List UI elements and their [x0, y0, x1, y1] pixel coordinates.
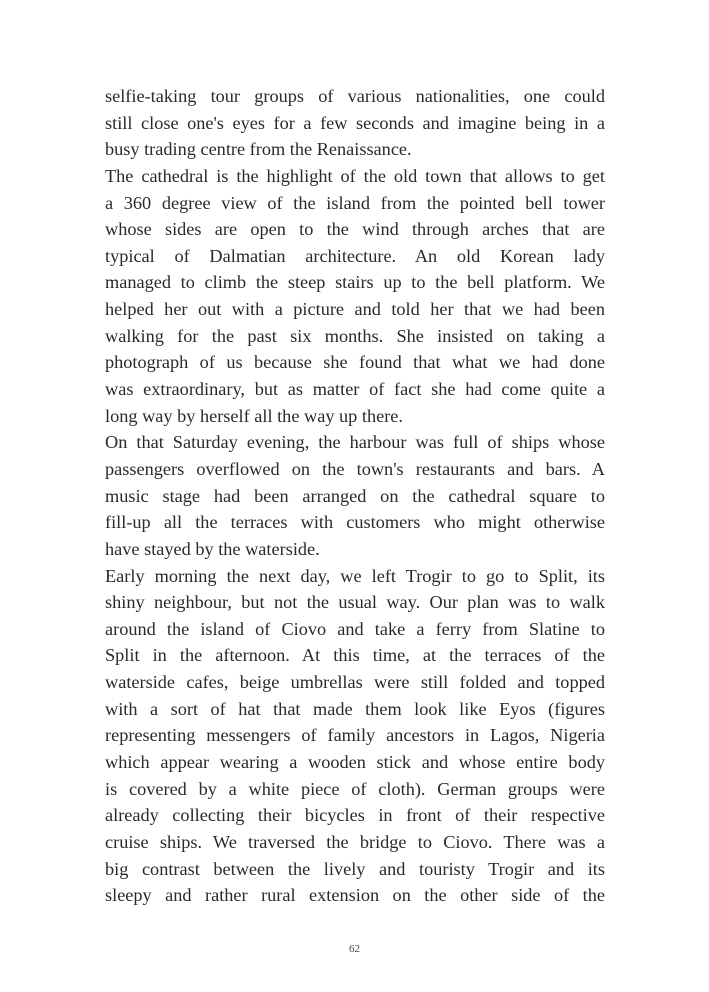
- paragraph: [105, 563, 605, 909]
- text-line: which appear wearing a wooden stick and whose entire body: [105, 752, 605, 773]
- text-line: selfie-taking tour groups of various nationalities, one could: [105, 86, 605, 106]
- text-line: already collecting their bicycles in front of their respective: [105, 805, 605, 826]
- text-line: with a sort of hat that made them look like Eyos (figures: [105, 698, 605, 719]
- text-line: is covered by a white piece of cloth). German groups were: [105, 778, 605, 799]
- text-line: long way by herself all the way up there.: [105, 405, 403, 426]
- text-line: a 360 degree view of the island from the pointed bell tower: [105, 192, 605, 213]
- text-line: representing messengers of family ancestors in Lagos, Nigeria: [105, 725, 605, 746]
- text-line: have stayed by the waterside.: [105, 538, 320, 559]
- text-line: managed to climb the steep stairs up to the bell platform. We: [105, 272, 605, 293]
- text-line: was extraordinary, but as matter of fact she had come quite a: [105, 379, 605, 400]
- text-line: On that Saturday evening, the harbour was full of ships whose: [105, 432, 605, 453]
- text-line: walking for the past six months. She insisted on taking a: [105, 325, 605, 346]
- text-line: busy trading centre from the Renaissance.: [105, 139, 412, 160]
- text-line: waterside cafes, beige umbrellas were still folded and topped: [105, 672, 605, 693]
- text-line: still close one's eyes for a few seconds and imagine being in a: [105, 112, 605, 133]
- page-number: 62: [349, 943, 360, 955]
- text-line: Early morning the next day, we left Trogir to go to Split, its: [105, 565, 605, 586]
- paragraph: [105, 429, 605, 562]
- text-line: The cathedral is the highlight of the old town that allows to get: [105, 165, 605, 186]
- text-line: Split in the afternoon. At this time, at the terraces of the: [105, 645, 605, 666]
- text-line: fill-up all the terraces with customers who might otherwise: [105, 512, 605, 533]
- text-line: photograph of us because she found that what we had done: [105, 352, 605, 373]
- paragraph: [105, 83, 605, 163]
- text-line: typical of Dalmatian architecture. An old Korean lady: [105, 245, 605, 266]
- text-line: big contrast between the lively and touristy Trogir and its: [105, 858, 605, 879]
- text-line: shiny neighbour, but not the usual way. Our plan was to walk: [105, 592, 605, 613]
- text-line: whose sides are open to the wind through arches that are: [105, 219, 605, 240]
- paragraph: [105, 163, 605, 429]
- text-line: sleepy and rather rural extension on the other side of the: [105, 885, 605, 906]
- text-line: around the island of Ciovo and take a ferry from Slatine to: [105, 618, 605, 639]
- text-line: helped her out with a picture and told her that we had been: [105, 299, 605, 320]
- text-line: music stage had been arranged on the cathedral square to: [105, 485, 605, 506]
- text-line: passengers overflowed on the town's restaurants and bars. A: [105, 458, 605, 479]
- body-text: [105, 83, 605, 909]
- text-line: cruise ships. We traversed the bridge to Ciovo. There was a: [105, 831, 605, 852]
